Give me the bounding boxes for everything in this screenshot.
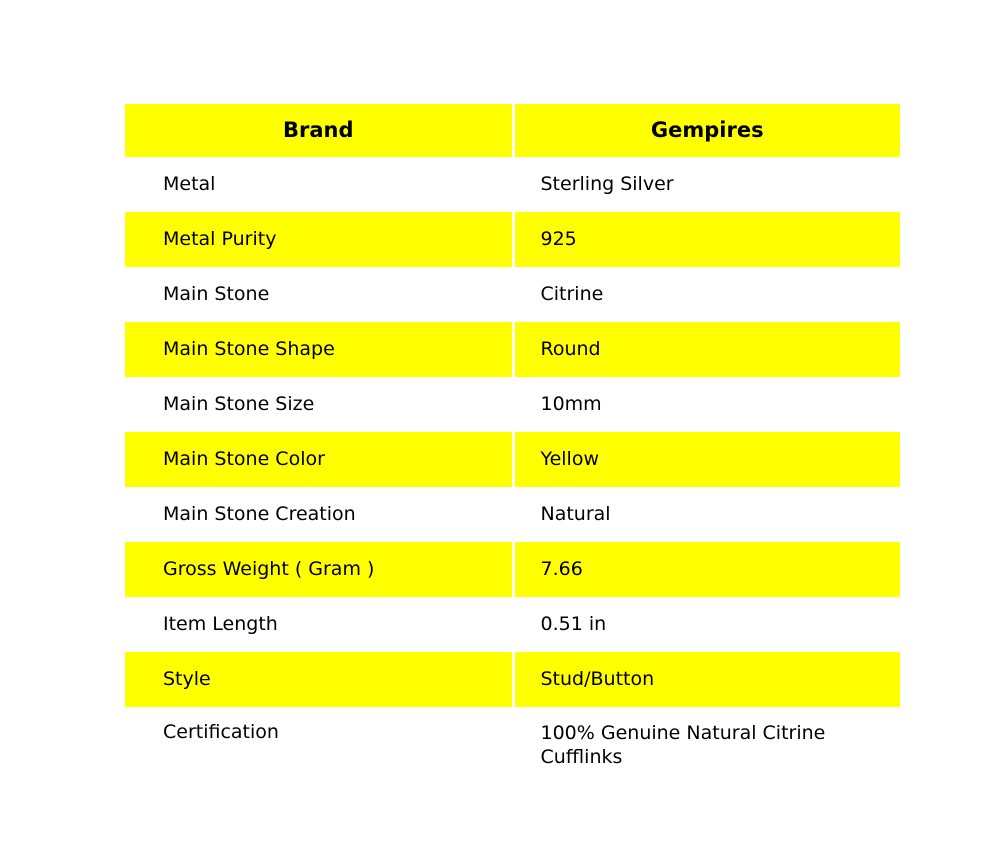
row-label: Metal Purity xyxy=(125,212,513,267)
row-value: 0.51 in xyxy=(513,597,900,652)
row-value: Sterling Silver xyxy=(513,157,900,212)
table-row xyxy=(125,597,900,652)
row-value: 10mm xyxy=(513,377,900,432)
product-specification-table xyxy=(125,104,900,795)
row-label: Main Stone Color xyxy=(125,432,513,487)
row-label: Main Stone xyxy=(125,267,513,322)
row-value: 7.66 xyxy=(513,542,900,597)
row-label: Main Stone Creation xyxy=(125,487,513,542)
table-row xyxy=(125,377,900,432)
table-header-row xyxy=(125,104,900,157)
table-row xyxy=(125,267,900,322)
table-row xyxy=(125,322,900,377)
row-label: Certification xyxy=(125,707,513,795)
row-value: Yellow xyxy=(513,432,900,487)
row-value: Citrine xyxy=(513,267,900,322)
table-header-gempires: Gempires xyxy=(513,104,900,157)
row-label: Gross Weight ( Gram ) xyxy=(125,542,513,597)
table-row xyxy=(125,432,900,487)
row-value: Stud/Button xyxy=(513,652,900,707)
row-value: Natural xyxy=(513,487,900,542)
table-row xyxy=(125,212,900,267)
table-header-brand: Brand xyxy=(125,104,513,157)
row-label: Metal xyxy=(125,157,513,212)
table-row xyxy=(125,707,900,795)
row-label: Main Stone Shape xyxy=(125,322,513,377)
row-label: Main Stone Size xyxy=(125,377,513,432)
table-row xyxy=(125,652,900,707)
table-row xyxy=(125,542,900,597)
table-row xyxy=(125,157,900,212)
table-body xyxy=(125,104,900,795)
row-label: Item Length xyxy=(125,597,513,652)
row-value: 100% Genuine Natural Citrine Cufflinks xyxy=(513,707,900,795)
row-value: 925 xyxy=(513,212,900,267)
table-row xyxy=(125,487,900,542)
row-label: Style xyxy=(125,652,513,707)
row-value: Round xyxy=(513,322,900,377)
